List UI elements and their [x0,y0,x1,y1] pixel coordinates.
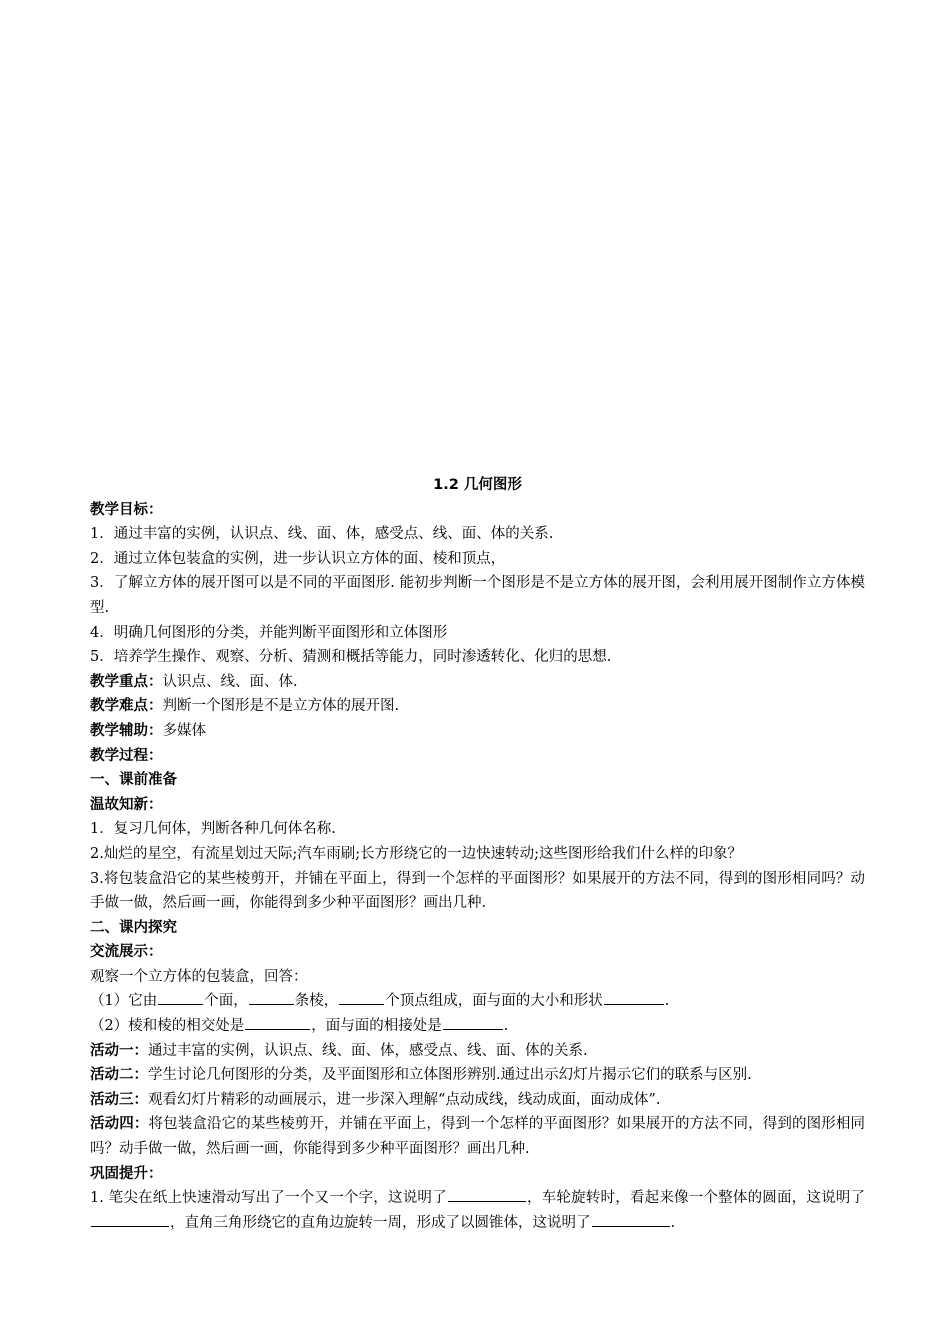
answer-blank [604,989,664,1005]
activity-text: 观看幻灯片精彩的动画展示，进一步深入理解“点动成线，线动成面，面动成体”. [148,1091,661,1108]
answer-blank [158,989,203,1005]
lesson-plan-content [90,473,865,1235]
exchange-question-2 [90,1014,865,1039]
exchange-heading: 交流展示： [90,944,163,961]
difficulty-text: 判断一个图形是不是立方体的展开图. [162,698,400,715]
answer-blank [339,989,384,1005]
activity-text: 学生讨论几何图形的分类，及平面图形和立体图形辨别.通过出示幻灯片揭示它们的联系与区别. [148,1067,752,1084]
key-point-text: 认识点、线、面、体. [162,673,298,690]
activity-text: 通过丰富的实例，认识点、线、面、体，感受点、线、面、体的关系. [148,1042,588,1059]
question-text: 条棱， [294,993,339,1010]
activity-item [90,1112,865,1161]
question-text: 个面， [204,993,248,1010]
objective-item: 5．培养学生操作、观察、分析、猜测和概括等能力，同时渗透转化、化归的思想. [90,649,612,666]
exchange-intro: 观察一个立方体的包装盒，回答： [90,968,308,985]
aids-text: 多媒体 [162,722,206,739]
review-item: 1．复习几何体，判断各种几何体名称. [90,821,336,838]
question-text: . [503,1018,509,1035]
activity-label: 活动四： [90,1116,149,1133]
answer-blank [91,1211,169,1227]
section-heading: 二、课内探究 [90,919,177,936]
consolidate-question-1 [90,1186,865,1235]
key-point-label: 教学重点： [90,673,163,690]
answer-blank [443,1014,503,1030]
question-text: . [664,993,670,1010]
objective-item: 1．通过丰富的实例，认识点、线、面、体，感受点、线、面、体的关系. [90,526,554,543]
review-item: 3.将包装盒沿它的某些棱剪开，并铺在平面上，得到一个怎样的平面图形？如果展开的方法不同，得到的图形相同吗？动手做一做，然后画一画，你能得到多少种平面图形？画出几种. [90,870,865,912]
question-text: （1）它由 [90,993,158,1010]
answer-blank [245,1014,310,1030]
difficulty-label: 教学难点： [90,698,163,715]
activity-text: 将包装盒沿它的某些棱剪开，并铺在平面上，得到一个怎样的平面图形？如果展开的方法不同，得到的图形相同吗？动手做一做，然后画一画，你能得到多少种平面图形？画出几种. [90,1116,865,1158]
consolidate-heading: 巩固提升： [90,1165,163,1182]
objective-item: 2．通过立体包装盒的实例，进一步认识立方体的面、棱和顶点， [90,550,506,567]
objective-item: 3．了解立方体的展开图可以是不同的平面图形. 能初步判断一个图形是不是立方体的展开图，会利用展开图制作立方体模型. [90,575,865,616]
activity-label: 活动三： [90,1091,148,1108]
difficulty [90,694,865,719]
page-title: 1.2 几何图形 [433,477,522,493]
question-text: 1. 笔尖在纸上快速滑动写出了一个又一个字，这说明了 [90,1190,447,1207]
activity-item [90,1039,865,1064]
question-text: ，直角三角形绕它的直角边旋转一周，形成了以圆锥体，这说明了 [170,1214,591,1231]
activity-label: 活动一： [90,1042,148,1059]
question-text: ，面与面的相接处是 [311,1018,442,1035]
question-text: . [670,1214,676,1231]
process-heading: 教学过程： [90,747,163,764]
answer-blank [249,989,294,1005]
question-text: 个顶点组成，面与面的大小和形状 [385,993,603,1010]
aids-label: 教学辅助： [90,722,163,739]
question-text: ，车轮旋转时，看起来像一个整体的圆面，这说明了 [526,1190,865,1207]
activity-label: 活动二： [90,1067,148,1084]
key-point [90,670,865,695]
section-heading: 一、课前准备 [90,772,177,789]
activity-item [90,1063,865,1088]
answer-blank [448,1186,526,1202]
answer-blank [592,1211,670,1227]
teaching-aids [90,719,865,744]
question-text: （2）棱和棱的相交处是 [90,1018,245,1035]
exchange-question-1 [90,989,865,1014]
review-item: 2.灿烂的星空，有流星划过天际;汽车雨刷;长方形绕它的一边快速转动;这些图形给我们什么样的印象？ [90,845,742,862]
objective-item: 4．明确几何图形的分类，并能判断平面图形和立体图形 [90,624,448,641]
activity-item [90,1088,865,1113]
objectives-heading: 教学目标： [90,501,163,518]
review-heading: 温故知新： [90,796,163,813]
